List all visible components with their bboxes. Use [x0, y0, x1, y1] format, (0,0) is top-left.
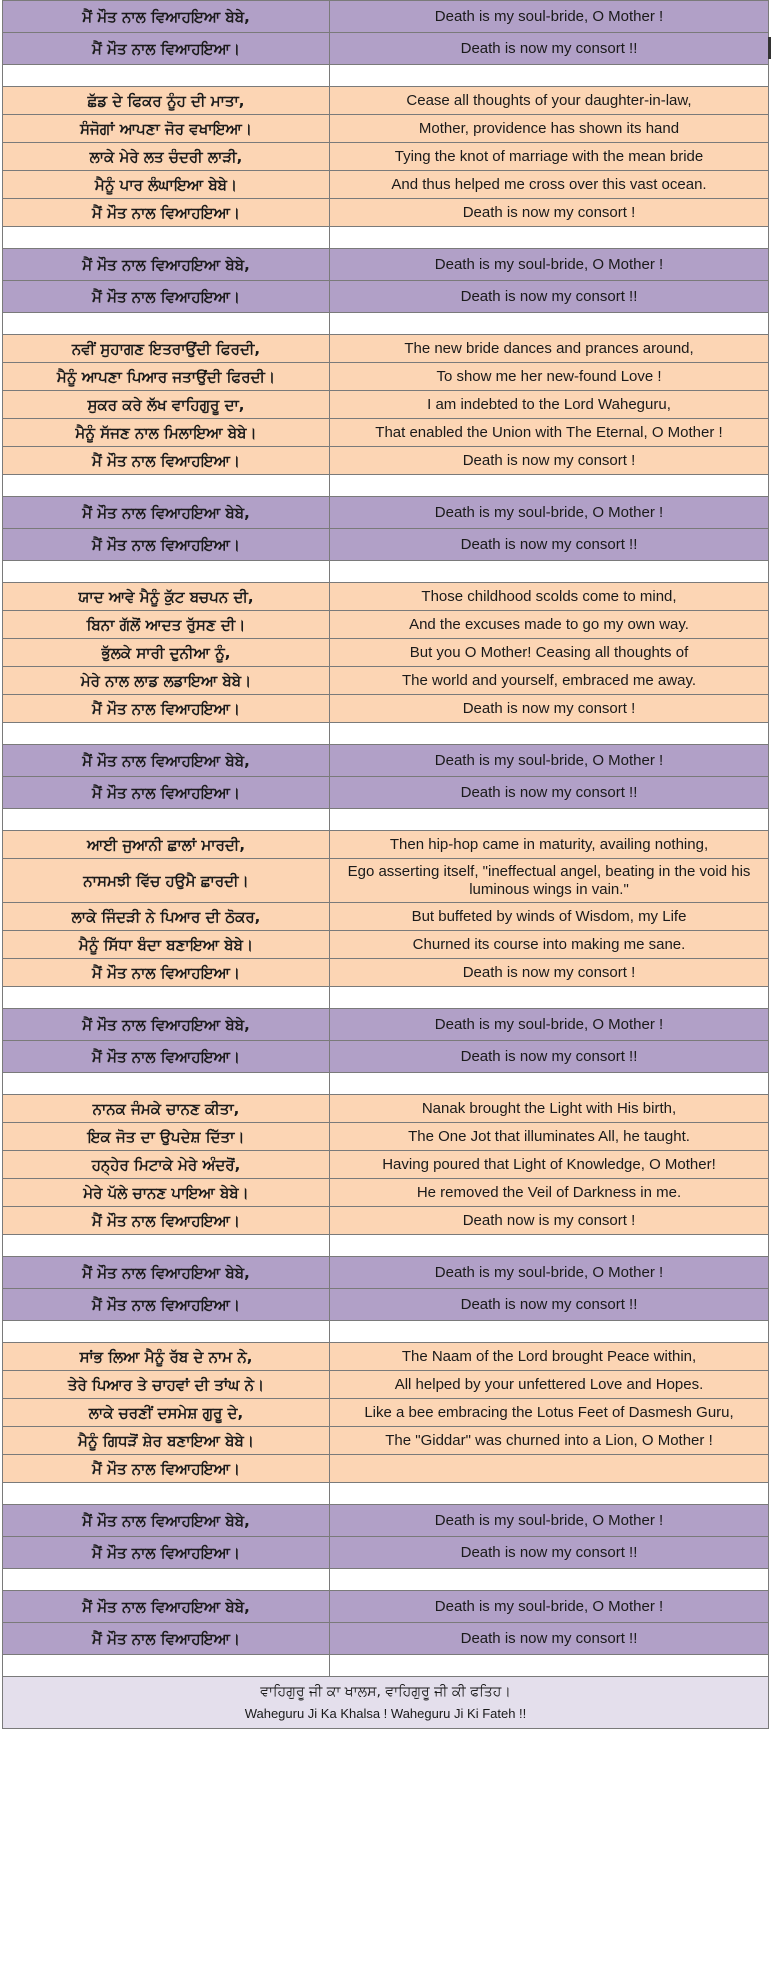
punjabi-line	[3, 723, 330, 744]
spacer-row	[2, 1569, 769, 1591]
verse-row	[2, 1427, 769, 1455]
english-line	[330, 987, 768, 1008]
english-line: Death is now my consort !	[462, 963, 636, 981]
verse-row	[2, 1455, 769, 1483]
verse-row	[2, 391, 769, 419]
english-line: But buffeted by winds of Wisdom, my Life	[411, 907, 687, 925]
refrain-row	[2, 497, 769, 529]
punjabi-line: ਇਕ ਜੋਤ ਦਾ ਉਪਦੇਸ਼ ਦਿੱਤਾ।	[3, 1123, 330, 1150]
english-line: Death is now my consort !	[462, 699, 636, 717]
english-line: Death is now my consort !!	[460, 1629, 638, 1647]
closing-salutation-english: Waheguru Ji Ka Khalsa ! Waheguru Ji Ki Fateh !!	[244, 1706, 527, 1721]
punjabi-line: ਮੈਂ ਮੌਤ ਨਾਲ ਵਿਆਹਇਆ ਬੇਬੇ,	[3, 1009, 330, 1040]
verse-row	[2, 1179, 769, 1207]
punjabi-line: ਮੈਂ ਮੌਤ ਨਾਲ ਵਿਆਹਇਆ।	[3, 33, 330, 64]
spacer-row	[2, 227, 769, 249]
verse-row	[2, 667, 769, 695]
punjabi-line: ਮੈਂ ਮੌਤ ਨਾਲ ਵਿਆਹਇਆ।	[3, 529, 330, 560]
punjabi-line: ਮੈਂ ਮੌਤ ਨਾਲ ਵਿਆਹਇਆ।	[3, 199, 330, 226]
verse-row	[2, 583, 769, 611]
punjabi-line	[3, 227, 330, 248]
punjabi-line	[3, 1483, 330, 1504]
english-line: Cease all thoughts of your daughter-in-law,	[406, 91, 692, 109]
punjabi-line: ਬਿਨਾ ਗੱਲੋਂ ਆਦਤ ਰੁੱਸਣ ਦੀ।	[3, 611, 330, 638]
english-line: Like a bee embracing the Lotus Feet of Dasmesh Guru,	[364, 1403, 734, 1421]
punjabi-line: ਤੇਰੇ ਪਿਆਰ ਤੇ ਚਾਹਵਾਂ ਦੀ ਤਾਂਘ ਨੇ।	[3, 1371, 330, 1398]
verse-row	[2, 1123, 769, 1151]
refrain-row	[2, 1, 769, 33]
english-line: Death is my soul-bride, O Mother !	[434, 1263, 664, 1281]
refrain-row	[2, 1257, 769, 1289]
punjabi-line: ਮੈਨੂੰ ਆਪਣਾ ਪਿਆਰ ਜਤਾਉਂਦੀ ਫਿਰਦੀ।	[3, 363, 330, 390]
verse-row	[2, 639, 769, 667]
punjabi-line: ਨਵੀਂ ਸੁਹਾਗਣ ਇਤਰਾਉਂਦੀ ਫਿਰਦੀ,	[3, 335, 330, 362]
punjabi-line: ਲਾਕੇ ਮੇਰੇ ਲਤ ਚੰਦਰੀ ਲਾੜੀ,	[3, 143, 330, 170]
verse-row	[2, 831, 769, 859]
english-line: Death is my soul-bride, O Mother !	[434, 1511, 664, 1529]
english-line: The world and yourself, embraced me away.	[401, 671, 697, 689]
verse-row	[2, 199, 769, 227]
english-line: Death is my soul-bride, O Mother !	[434, 503, 664, 521]
english-line: Death is now my consort !	[462, 451, 636, 469]
english-line	[330, 475, 768, 496]
verse-row	[2, 335, 769, 363]
spacer-row	[2, 561, 769, 583]
punjabi-line: ਹਨ੍ਹੇਰ ਮਿਟਾਕੇ ਮੇਰੇ ਅੰਦਰੋਂ,	[3, 1151, 330, 1178]
english-line: Nanak brought the Light with His birth,	[421, 1099, 677, 1117]
punjabi-line: ਯਾਦ ਆਵੇ ਮੈਨੂੰ ਕੁੱਟ ਬਚਪਨ ਦੀ,	[3, 583, 330, 610]
english-line	[330, 1483, 768, 1504]
punjabi-line	[3, 561, 330, 582]
punjabi-line	[3, 987, 330, 1008]
english-line: Death is my soul-bride, O Mother !	[434, 7, 664, 25]
punjabi-line: ਨਾਨਕ ਜੰਮਕੇ ਚਾਨਣ ਕੀਤਾ,	[3, 1095, 330, 1122]
spacer-row	[2, 723, 769, 745]
punjabi-line: ਮੇਰੇ ਨਾਲ ਲਾਡ ਲਡਾਇਆ ਬੇਬੇ।	[3, 667, 330, 694]
punjabi-line: ਲਾਕੇ ਜਿੰਦੜੀ ਨੇ ਪਿਆਰ ਦੀ ਠੋਕਰ,	[3, 903, 330, 930]
punjabi-line: ਮੈਂ ਮੌਤ ਨਾਲ ਵਿਆਹਇਆ।	[3, 1289, 330, 1320]
punjabi-line: ਮੈਂ ਮੌਤ ਨਾਲ ਵਿਆਹਇਆ।	[3, 1537, 330, 1568]
english-line: Death is now my consort !	[462, 203, 636, 221]
verse-row	[2, 1151, 769, 1179]
refrain-row	[2, 1289, 769, 1321]
english-line	[330, 1073, 768, 1094]
refrain-row	[2, 249, 769, 281]
refrain-row	[2, 1591, 769, 1623]
english-line: Death is now my consort !!	[460, 39, 638, 57]
english-line: I am indebted to the Lord Waheguru,	[427, 395, 671, 413]
refrain-row	[2, 1537, 769, 1569]
punjabi-line: ਸੁਕਰ ਕਰੇ ਲੱਖ ਵਾਹਿਗੁਰੂ ਦਾ,	[3, 391, 330, 418]
punjabi-line: ਮੈਂ ਮੌਤ ਨਾਲ ਵਿਆਹਇਆ ਬੇਬੇ,	[3, 1505, 330, 1536]
spacer-row	[2, 65, 769, 87]
punjabi-line: ਮੈਂ ਮੌਤ ਨਾਲ ਵਿਆਹਇਆ ਬੇਬੇ,	[3, 1, 330, 32]
english-line	[330, 561, 768, 582]
verse-row	[2, 143, 769, 171]
verse-row	[2, 363, 769, 391]
spacer-row	[2, 1073, 769, 1095]
english-line: Death is now my consort !!	[460, 783, 638, 801]
english-line: Death is now my consort !!	[460, 1295, 638, 1313]
verse-row	[2, 171, 769, 199]
english-line	[330, 1235, 768, 1256]
verse-row	[2, 931, 769, 959]
punjabi-line: ਮੈਂ ਮੌਤ ਨਾਲ ਵਿਆਹਇਆ।	[3, 777, 330, 808]
punjabi-line: ਮੈਂ ਮੌਤ ਨਾਲ ਵਿਆਹਇਆ ਬੇਬੇ,	[3, 1591, 330, 1622]
punjabi-line	[3, 809, 330, 830]
english-line	[330, 313, 768, 334]
spacer-row	[2, 475, 769, 497]
verse-row	[2, 611, 769, 639]
refrain-row	[2, 1505, 769, 1537]
refrain-row	[2, 1041, 769, 1073]
punjabi-line: ਲਾਕੇ ਚਰਣੀਂ ਦਸਮੇਸ਼ ਗੁਰੂ ਦੇ,	[3, 1399, 330, 1426]
english-line	[330, 1321, 768, 1342]
verse-row	[2, 1207, 769, 1235]
verse-row	[2, 959, 769, 987]
english-line: He removed the Veil of Darkness in me.	[416, 1183, 682, 1201]
punjabi-line: ਮੈਨੂੰ ਗਿਧੜੋਂ ਸ਼ੇਰ ਬਣਾਇਆ ਬੇਬੇ।	[3, 1427, 330, 1454]
punjabi-line: ਮੈਂ ਮੌਤ ਨਾਲ ਵਿਆਹਇਆ ਬੇਬੇ,	[3, 745, 330, 776]
english-line: The One Jot that illuminates All, he taught.	[408, 1127, 690, 1145]
spacer-row	[2, 1483, 769, 1505]
verse-row	[2, 1371, 769, 1399]
english-line: Death is now my consort !!	[460, 1543, 638, 1561]
english-line: That enabled the Union with The Eternal, O Mother !	[375, 423, 723, 441]
english-line: Death is now my consort !!	[460, 1047, 638, 1065]
english-line: But you O Mother! Ceasing all thoughts of	[409, 643, 689, 661]
spacer-row	[2, 1321, 769, 1343]
punjabi-line: ਸੰਜੋਗਾਂ ਆਪਣਾ ਜੋਰ ਵਖਾਇਆ।	[3, 115, 330, 142]
refrain-row	[2, 529, 769, 561]
punjabi-line	[3, 1073, 330, 1094]
refrain-row	[2, 745, 769, 777]
punjabi-line: ਮੇਰੇ ਪੱਲੇ ਚਾਨਣ ਪਾਇਆ ਬੇਬੇ।	[3, 1179, 330, 1206]
punjabi-line: ਮੈਂ ਮੌਤ ਨਾਲ ਵਿਆਹਇਆ।	[3, 1207, 330, 1234]
punjabi-line: ਮੈਂ ਮੌਤ ਨਾਲ ਵਿਆਹਇਆ ਬੇਬੇ,	[3, 1257, 330, 1288]
verse-row	[2, 903, 769, 931]
english-line: Having poured that Light of Knowledge, O Mother!	[382, 1155, 716, 1173]
english-line: The "Giddar" was churned into a Lion, O Mother !	[385, 1431, 713, 1449]
punjabi-line: ਮੈਨੂੰ ਸਿੱਧਾ ਬੰਦਾ ਬਣਾਇਆ ਬੇਬੇ।	[3, 931, 330, 958]
punjabi-line: ਭੁੱਲਕੇ ਸਾਰੀ ਦੁਨੀਆ ਨੂੰ,	[3, 639, 330, 666]
punjabi-line: ਮੈਂ ਮੌਤ ਨਾਲ ਵਿਆਹਇਆ।	[3, 281, 330, 312]
refrain-row	[2, 281, 769, 313]
english-line	[330, 1655, 768, 1676]
english-line	[330, 1569, 768, 1590]
english-line: And the excuses made to go my own way.	[409, 615, 689, 633]
punjabi-line: ਮੈਂ ਮੌਤ ਨਾਲ ਵਿਆਹਇਆ ਬੇਬੇ,	[3, 497, 330, 528]
english-line: Death is my soul-bride, O Mother !	[434, 1015, 664, 1033]
english-line: Death now is my consort !	[462, 1211, 636, 1229]
english-line: The Naam of the Lord brought Peace within,	[401, 1347, 697, 1365]
punjabi-line	[3, 65, 330, 86]
english-line: Death is my soul-bride, O Mother !	[434, 751, 664, 769]
verse-row	[2, 1095, 769, 1123]
spacer-row	[2, 1655, 769, 1677]
punjabi-line: ਆਈ ਜੁਆਨੀ ਛਾਲਾਂ ਮਾਰਦੀ,	[3, 831, 330, 858]
punjabi-line: ਮੈਂ ਮੌਤ ਨਾਲ ਵਿਆਹਇਆ।	[3, 1041, 330, 1072]
refrain-row	[2, 1623, 769, 1655]
spacer-row	[2, 987, 769, 1009]
verse-row	[2, 1343, 769, 1371]
english-line: Death is now my consort !!	[460, 535, 638, 553]
poem-table	[2, 0, 769, 1729]
english-line	[330, 809, 768, 830]
punjabi-line	[3, 475, 330, 496]
english-line: Death is now my consort !!	[460, 287, 638, 305]
punjabi-line	[3, 1655, 330, 1676]
punjabi-line	[3, 1569, 330, 1590]
english-line: All helped by your unfettered Love and Hopes.	[394, 1375, 704, 1393]
refrain-row	[2, 1009, 769, 1041]
punjabi-line: ਮੈਂ ਮੌਤ ਨਾਲ ਵਿਆਹਇਆ।	[3, 1623, 330, 1654]
poem-rows	[2, 1, 769, 1677]
punjabi-line: ਛੱਡ ਦੇ ਫਿਕਰ ਨੂੰਹ ਦੀ ਮਾਤਾ,	[3, 87, 330, 114]
verse-row	[2, 87, 769, 115]
english-line	[330, 1455, 768, 1482]
refrain-row	[2, 777, 769, 809]
english-line: Death is my soul-bride, O Mother !	[434, 255, 664, 273]
verse-row	[2, 695, 769, 723]
english-line	[330, 227, 768, 248]
refrain-row	[2, 33, 769, 65]
english-line: Death is my soul-bride, O Mother !	[434, 1597, 664, 1615]
english-line: Ego asserting itself, "ineffectual angel, beating in the void his luminous wings in vain."	[347, 862, 751, 898]
english-line: The new bride dances and prances around,	[404, 339, 694, 357]
verse-row	[2, 115, 769, 143]
closing-salutation-punjabi: ਵਾਹਿਗੁਰੂ ਜੀ ਕਾ ਖਾਲਸ, ਵਾਹਿਗੁਰੂ ਜੀ ਕੀ ਫਤਿਹ।	[260, 1684, 511, 1700]
english-line: Mother, providence has shown its hand	[418, 119, 680, 137]
spacer-row	[2, 313, 769, 335]
english-line	[330, 723, 768, 744]
punjabi-line: ਮੈਂ ਮੌਤ ਨਾਲ ਵਿਆਹਇਆ।	[3, 959, 330, 986]
punjabi-line: ਮੈਂ ਮੌਤ ਨਾਲ ਵਿਆਹਇਆ।	[3, 447, 330, 474]
spacer-row	[2, 1235, 769, 1257]
punjabi-line: ਸਾਂਭ ਲਿਆ ਮੈਨੂੰ ਰੱਬ ਦੇ ਨਾਮ ਨੇ,	[3, 1343, 330, 1370]
english-line	[330, 65, 768, 86]
punjabi-line: ਨਾਸਮਝੀ ਵਿੱਚ ਹਉਮੈ ਛਾਰਦੀ।	[3, 859, 330, 902]
english-line: And thus helped me cross over this vast ocean.	[391, 175, 707, 193]
punjabi-line	[3, 1321, 330, 1342]
verse-row	[2, 859, 769, 903]
punjabi-line	[3, 313, 330, 334]
verse-row	[2, 419, 769, 447]
punjabi-line	[3, 1235, 330, 1256]
closing-salutation	[2, 1677, 769, 1729]
english-line: Tying the knot of marriage with the mean bride	[394, 147, 704, 165]
punjabi-line: ਮੈਂ ਮੌਤ ਨਾਲ ਵਿਆਹਇਆ ਬੇਬੇ,	[3, 249, 330, 280]
english-line: Then hip-hop came in maturity, availing nothing,	[389, 835, 709, 853]
spacer-row	[2, 809, 769, 831]
verse-row	[2, 447, 769, 475]
english-line: Churned its course into making me sane.	[412, 935, 686, 953]
english-line: Those childhood scolds come to mind,	[421, 587, 677, 605]
punjabi-line: ਮੈਨੂੰ ਪਾਰ ਲੰਘਾਇਆ ਬੇਬੇ।	[3, 171, 330, 198]
punjabi-line: ਮੈਂ ਮੌਤ ਨਾਲ ਵਿਆਹਇਆ।	[3, 1455, 330, 1482]
verse-row	[2, 1399, 769, 1427]
punjabi-line: ਮੈਨੂੰ ਸੱਜਣ ਨਾਲ ਮਿਲਾਇਆ ਬੇਬੇ।	[3, 419, 330, 446]
punjabi-line: ਮੈਂ ਮੌਤ ਨਾਲ ਵਿਆਹਇਆ।	[3, 695, 330, 722]
english-line: To show me her new-found Love !	[436, 367, 662, 385]
